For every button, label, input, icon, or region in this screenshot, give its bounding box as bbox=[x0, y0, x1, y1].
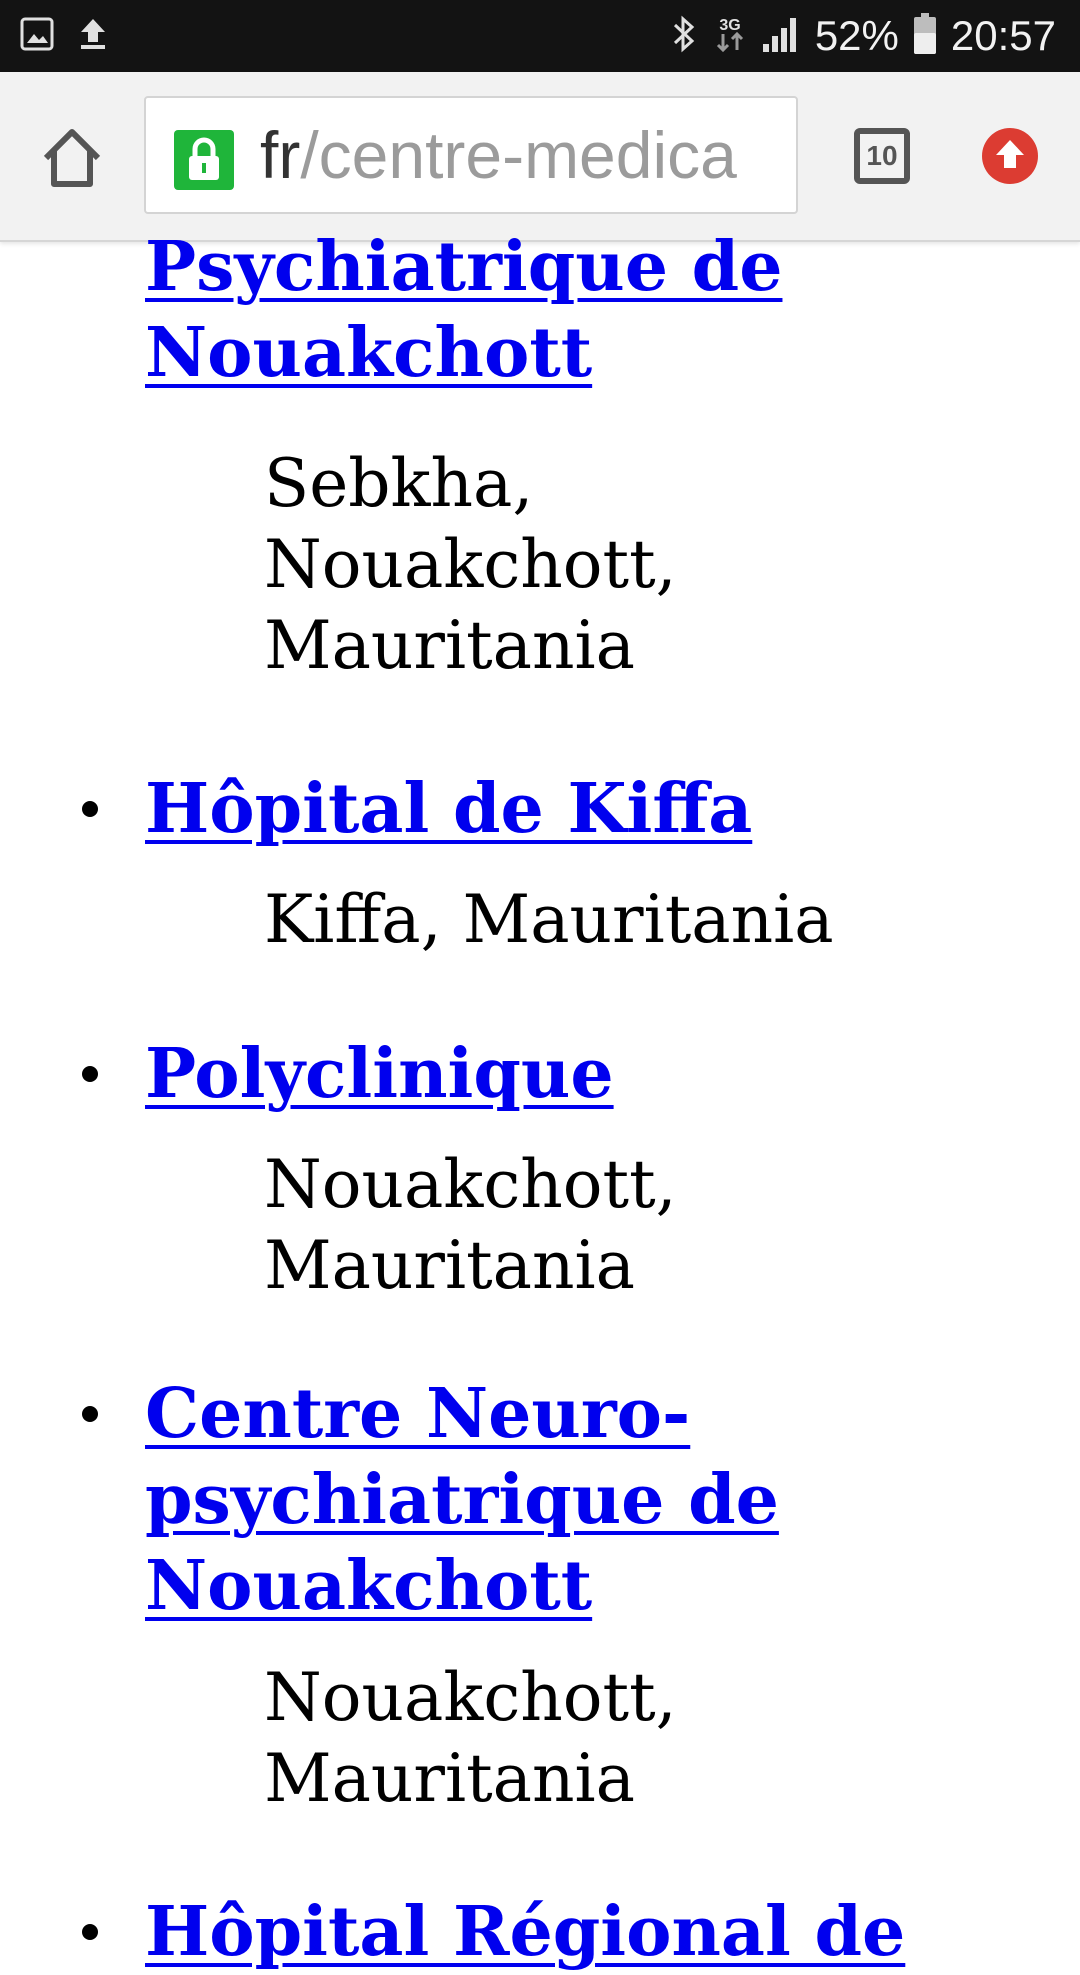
status-bar bbox=[0, 0, 1080, 72]
battery-percent: 52% bbox=[814, 12, 899, 59]
upload-icon bbox=[78, 17, 108, 55]
address-line: Sebkha, bbox=[264, 445, 534, 522]
tab-count: 10 bbox=[866, 140, 898, 171]
battery-icon bbox=[913, 13, 937, 59]
facility-link[interactable] bbox=[145, 1371, 779, 1629]
facility-name-line bbox=[145, 138, 635, 224]
address-line: Mauritania bbox=[264, 1740, 635, 1817]
list-bullet bbox=[82, 1066, 98, 1082]
url-host: fr bbox=[260, 118, 301, 192]
page-content bbox=[0, 227, 1080, 1972]
facility-link[interactable] bbox=[145, 138, 782, 396]
facility-address bbox=[264, 879, 834, 960]
facility-address bbox=[264, 1657, 677, 1819]
home-icon bbox=[38, 124, 106, 192]
address-line: Mauritania bbox=[264, 1227, 635, 1304]
home-button[interactable] bbox=[38, 124, 106, 192]
address-line: Mauritania bbox=[264, 607, 635, 684]
update-arrow-icon bbox=[982, 128, 1038, 184]
facility-name-line: Centre Neuro- bbox=[145, 1374, 691, 1454]
facility-name-line: Psychiatrique de bbox=[145, 227, 783, 307]
list-bullet bbox=[82, 801, 98, 817]
facility-address bbox=[264, 1144, 677, 1306]
facility-name-line: Hôpital Régional de bbox=[145, 1892, 906, 1972]
address-line: Nouakchott, bbox=[264, 1659, 677, 1736]
address-line: Nouakchott, bbox=[264, 1146, 677, 1223]
facility-name-line: Nouakchott bbox=[145, 1546, 593, 1626]
facility-address bbox=[264, 443, 677, 686]
signal-icon bbox=[761, 14, 801, 58]
facility-name-line: Polyclinique bbox=[145, 1034, 614, 1114]
tabs-button[interactable] bbox=[854, 128, 910, 184]
data-3g-icon bbox=[713, 14, 747, 58]
facility-name-line: psychiatrique de bbox=[145, 1460, 779, 1540]
clock: 20:57 bbox=[950, 12, 1056, 59]
list-bullet bbox=[82, 1924, 98, 1940]
list-bullet bbox=[82, 1406, 98, 1422]
address-line: Nouakchott, bbox=[264, 526, 677, 603]
facility-name-line: Hôpital de Kiffa bbox=[145, 769, 753, 849]
image-icon bbox=[20, 17, 54, 55]
url-path: /centre-medica bbox=[300, 118, 737, 192]
facility-name-line: Nouakchott bbox=[145, 313, 593, 393]
bluetooth-icon bbox=[669, 14, 699, 58]
update-button[interactable] bbox=[982, 128, 1038, 184]
address-line: Kiffa, Mauritania bbox=[264, 881, 834, 958]
facility-link[interactable] bbox=[145, 1031, 614, 1117]
facility-link[interactable] bbox=[145, 766, 752, 852]
network-type-label: 3G bbox=[719, 17, 741, 34]
facility-link[interactable] bbox=[145, 1889, 905, 1975]
